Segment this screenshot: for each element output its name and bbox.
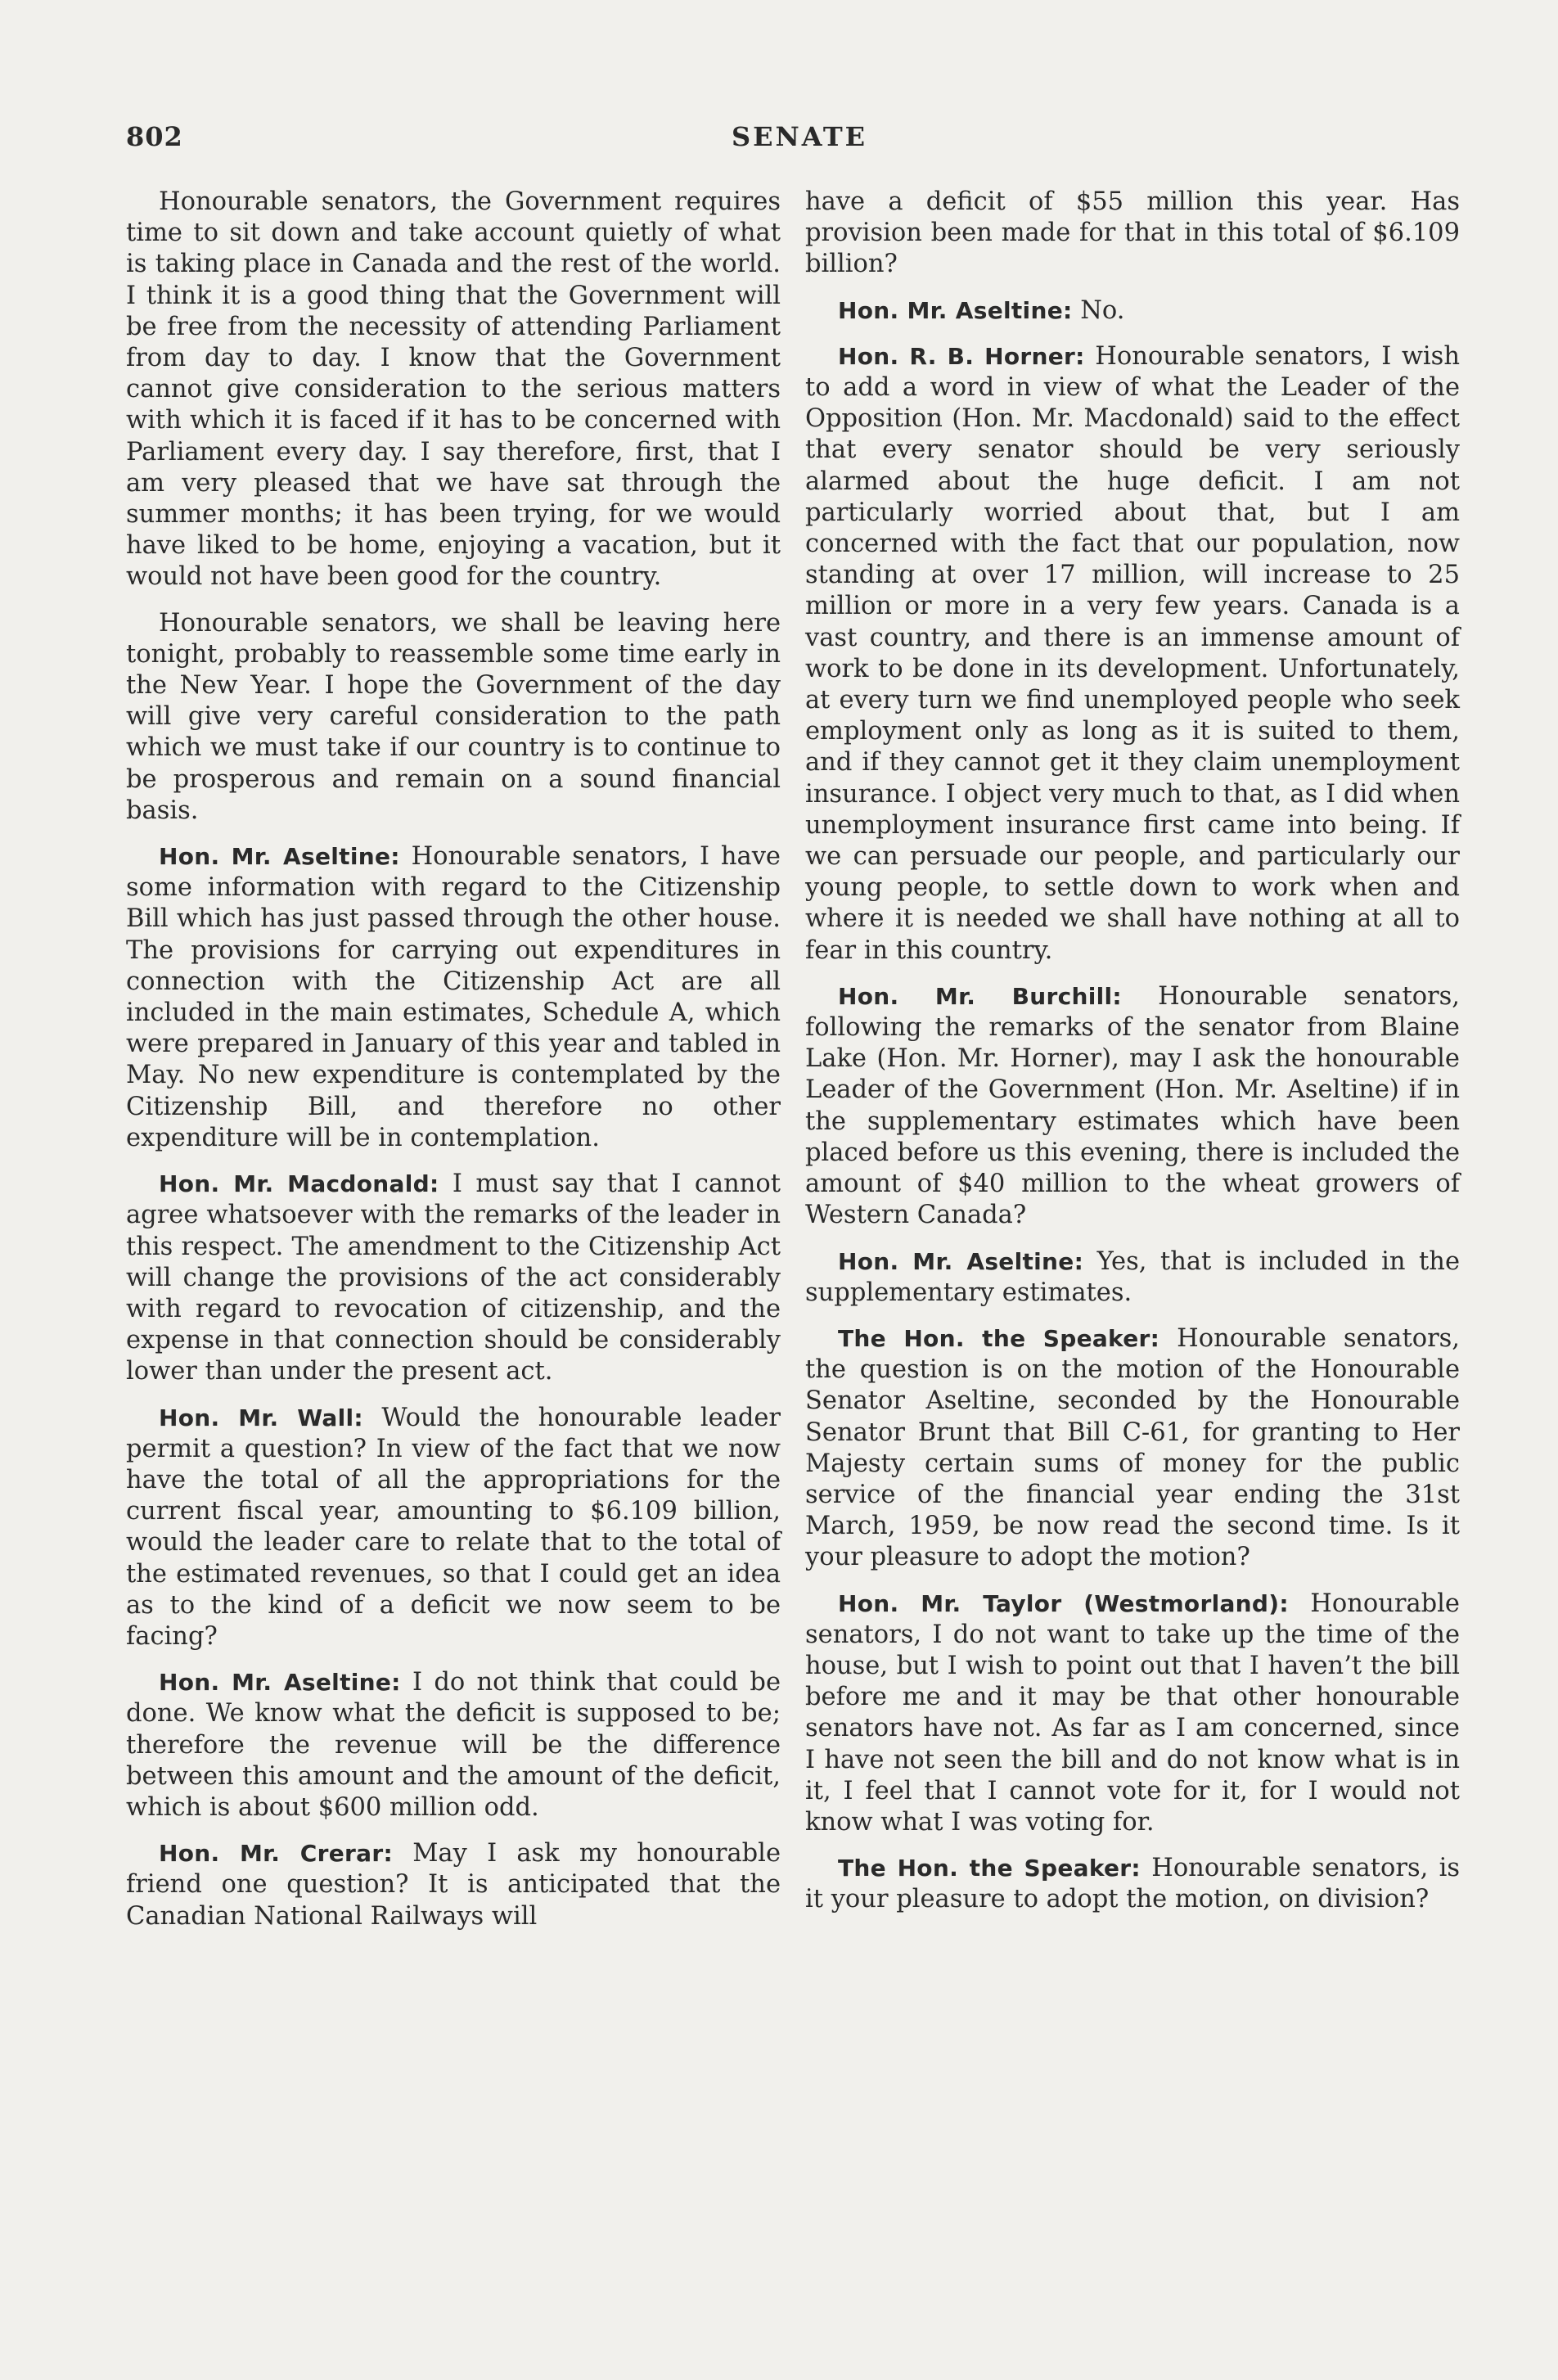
page-header	[126, 121, 1468, 162]
paragraph	[126, 841, 781, 1154]
paragraph	[805, 341, 1460, 967]
speaker-name: Hon. Mr. Aseltine:	[838, 1247, 1084, 1275]
paragraph	[126, 1667, 781, 1823]
paragraph	[126, 1169, 781, 1387]
paragraph-text: No.	[1080, 295, 1125, 325]
paragraph	[805, 1246, 1460, 1309]
paragraph-text: May I ask my honourable friend one question? It is anticipated that the Canadian National Railways will	[126, 1839, 781, 1931]
paragraph-text: Would the honourable leader permit a question? In view of the fact that we now have the total of all the appropriations for the current fiscal year, amounting to $6.109 billion, would the leader care to relate that to the total of the estimated revenues, so that I could get an idea as to the kind of a deficit we now seem to be facing?	[126, 1403, 781, 1651]
paragraph	[805, 1853, 1460, 1915]
paragraph-text: Yes, that is included in the supplementary estimates.	[805, 1246, 1460, 1307]
paragraph-text: Honourable senators, the question is on the motion of the Honourable Senator Aseltine, seconded by the Honourable Senator Brunt that Bill C-61, for granting to Her Majesty certain sums of money for the public service of the financial year ending the 31st March, 1959, be now read the second time. Is it your pleasure to adopt the motion?	[805, 1323, 1460, 1572]
right-column	[805, 187, 1460, 1931]
paragraph	[805, 295, 1460, 327]
paragraph	[126, 608, 781, 827]
left-column	[126, 187, 781, 1947]
paragraph	[805, 1323, 1460, 1574]
speaker-name: The Hon. the Speaker:	[838, 1855, 1141, 1882]
page-number: 802	[126, 121, 183, 152]
paragraph	[126, 1838, 781, 1932]
speaker-name: Hon. Mr. Aseltine:	[838, 296, 1073, 324]
paragraph	[805, 1589, 1460, 1839]
speaker-name: Hon. R. B. Horner:	[838, 342, 1085, 370]
speaker-name: Hon. Mr. Crerar:	[159, 1840, 393, 1868]
speaker-name: Hon. Mr. Aseltine:	[159, 843, 400, 871]
speaker-name: Hon. Mr. Wall:	[159, 1404, 363, 1431]
speaker-name: The Hon. the Speaker:	[838, 1324, 1160, 1352]
speaker-name: Hon. Mr. Burchill:	[838, 982, 1122, 1010]
paragraph-text: Honourable senators, is it your pleasure to adopt the motion, on division?	[805, 1854, 1461, 1914]
paragraph-text: Honourable senators, I wish to add a word in view of what the Leader of the Opposition (Hon. Mr. Macdonald) said to the effect that every senator should be very seriously alarmed about the huge deficit. I am not particularly worried about that, but I am concerned with the fact that our population, now standing at over 17 million, will increase to 25 million or more in a very few years. Canada is a vast country, and there is an immense amount of work to be done in its development. Unfortunately, at every turn we find unemployed people who seek employment only as long as it is suited to them, and if they cannot get it they claim unemployment insurance. I object very much to that, as I did when unemployment insurance first came into being. If we can persuade our people, and particularly our young people, to settle down to work when and where it is needed we shall have nothing at all to fear in this country.	[805, 341, 1460, 965]
speaker-name: Hon. Mr. Taylor (Westmorland):	[838, 1589, 1289, 1617]
paragraph	[805, 981, 1460, 1232]
paragraph-text: Honourable senators, the Government requires time to sit down and take account quietly of what is taking place in Canada and the rest of the world. I think it is a good thing that the Government will be free from the necessity of attending Parliament from day to day. I know that the Government cannot give consideration to the serious matters with which it is faced if it has to be concerned with Parliament every day. I say therefore, first, that I am very pleased that we have sat through the summer months; it has been trying, for we would have liked to be home, enjoying a vacation, but it would not have been good for the country.	[126, 187, 781, 592]
speaker-name: Hon. Mr. Aseltine:	[159, 1669, 401, 1697]
paragraph-continuation	[805, 187, 1460, 281]
paragraph	[126, 1403, 781, 1653]
paragraph-text: Honourable senators, I have some information with regard to the Citizenship Bill which has just passed through the other house. The provisions for carrying out expenditures in connection with the Citizenship Act are all included in the main estimates, Schedule A, which were prepared in January of this year and tabled in May. No new expenditure is contemplated by the Citizenship Bill, and therefore no other expenditure will be in contemplation.	[126, 842, 781, 1152]
paragraph-text: Honourable senators, I do not want to take up the time of the house, but I wish to point out that I haven’t the bill before me and it may be that other honourable senators have not. As far as I am concerned, since I have not seen the bill and do not know what is in it, I feel that I cannot vote for it, for I would not know what I was voting for.	[805, 1589, 1460, 1837]
paragraph-text: Honourable senators, we shall be leaving here tonight, probably to reassemble some time early in the New Year. I hope the Government of the day will give very careful consideration to the path which we must take if our country is to continue to be prosperous and remain on a sound financial basis.	[126, 608, 781, 825]
speaker-name: Hon. Mr. Macdonald:	[159, 1170, 439, 1198]
paragraph-text: have a deficit of $55 million this year. Has provision been made for that in this total of $6.109 billion?	[805, 187, 1460, 279]
paragraph-text: I do not think that could be done. We know what the deficit is supposed to be; therefore the revenue will be the difference between this amount and the amount of the deficit, which is about $600 million odd.	[126, 1668, 781, 1822]
paragraph-text: I must say that I cannot agree whatsoever with the remarks of the leader in this respect. The amendment to the Citizenship Act will change the provisions of the act considerably with regard to revocation of citizenship, and the expense in that connection should be considerably lower than under the present act.	[126, 1170, 781, 1386]
paragraph	[126, 187, 781, 593]
paragraph-text: Honourable senators, following the remarks of the senator from Blaine Lake (Hon. Mr. Horner), may I ask the honourable Leader of the Government (Hon. Mr. Aseltine) if in the supplementary estimates which have been placed before us this evening, there is included the amount of $40 million to the wheat growers of Western Canada?	[805, 981, 1460, 1230]
running-head: SENATE	[732, 121, 868, 152]
